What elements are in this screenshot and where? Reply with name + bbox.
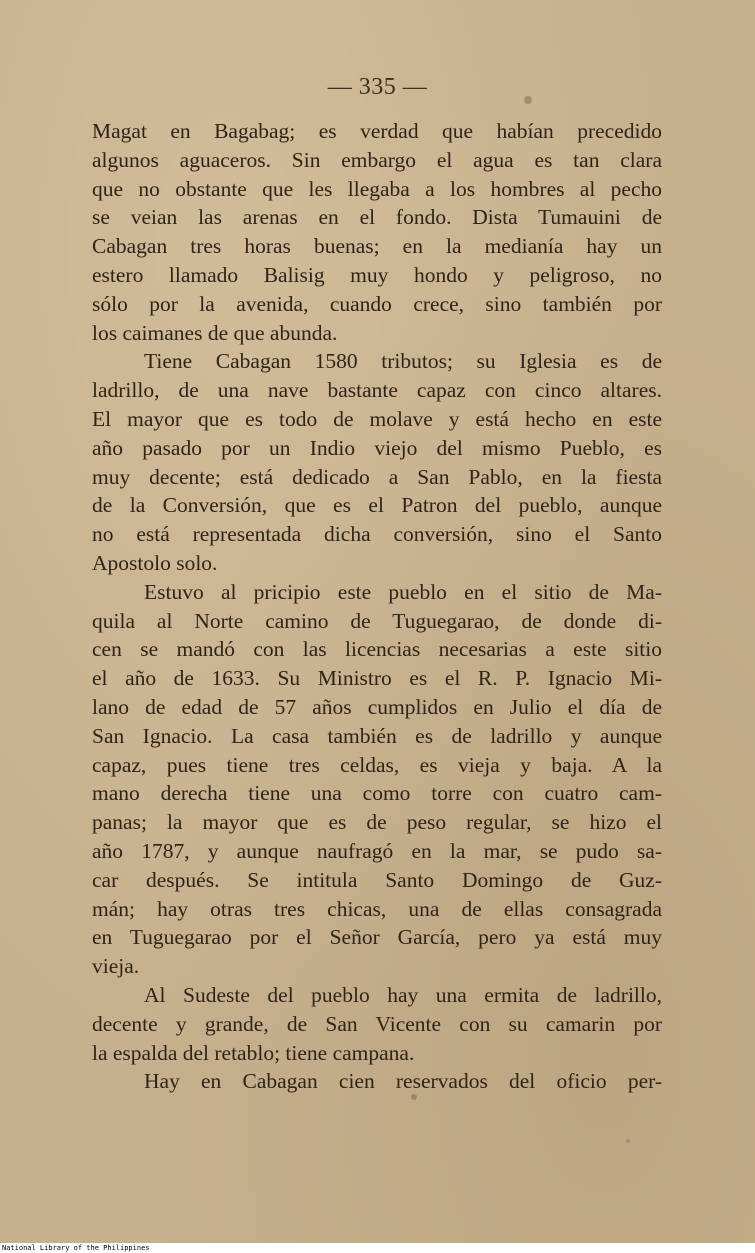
paper-stain — [626, 1139, 630, 1143]
text-line: El mayor que es todo de molave y está hecho en este — [92, 406, 662, 431]
text-line: los caimanes de que abunda. — [92, 320, 338, 345]
text-line: Tiene Cabagan 1580 tributos; su Iglesia es de — [144, 349, 662, 374]
text-line: muy decente; está dedicado a San Pablo, en la fiesta — [92, 464, 662, 489]
text-line: San Ignacio. La casa también es de ladrillo y aunque — [92, 723, 662, 748]
paper-stain — [651, 134, 655, 138]
text-line: de la Conversión, que es el Patron del pueblo, aunque — [92, 493, 662, 518]
text-line: el año de 1633. Su Ministro es el R. P. Ignacio Mi- — [92, 666, 662, 691]
text-line: mán; hay otras tres chicas, una de ellas consagrada — [92, 896, 662, 921]
text-line: estero llamado Balisig muy hondo y peligroso, no — [92, 262, 662, 287]
text-line: Cabagan tres horas buenas; en la medianía hay un — [92, 234, 662, 259]
text-line: año 1787, y aunque naufragó en la mar, se pudo sa- — [92, 838, 662, 863]
text-line: capaz, pues tiene tres celdas, es vieja y baja. A la — [92, 752, 662, 777]
text-line: la espalda del retablo; tiene campana. — [92, 1040, 415, 1065]
text-line: Al Sudeste del pueblo hay una ermita de ladrillo, — [144, 982, 662, 1007]
text-line: ladrillo, de una nave bastante capaz con cinco altares. — [92, 378, 662, 403]
paper-stain — [411, 1094, 417, 1100]
library-credit: National Library of the Philippines — [2, 1244, 150, 1252]
text-line: Hay en Cabagan cien reservados del oficio per- — [144, 1069, 662, 1094]
text-line: mano derecha tiene una como torre con cuatro cam- — [92, 781, 662, 806]
text-line: año pasado por un Indio viejo del mismo Pueblo, es — [92, 435, 662, 460]
text-line: en Tuguegarao por el Señor García, pero ya está muy — [92, 925, 662, 950]
text-line: quila al Norte camino de Tuguegarao, de donde di- — [92, 608, 662, 633]
text-line: Estuvo al pricipio este pueblo en el sitio de Ma- — [144, 579, 662, 604]
text-line: algunos aguaceros. Sin embargo el agua es tan clara — [92, 147, 662, 172]
page-number: — 335 — — [327, 74, 428, 100]
text-line: lano de edad de 57 años cumplidos en Julio el día de — [92, 694, 662, 719]
text-line: no está representada dicha conversión, sino el Santo — [92, 522, 662, 547]
text-line: se veian las arenas en el fondo. Dista Tumauini de — [92, 205, 662, 230]
paper-stain — [524, 96, 532, 104]
text-line: cen se mandó con las licencias necesarias a este sitio — [92, 637, 662, 662]
text-line: car después. Se intitula Santo Domingo de Guz- — [92, 867, 662, 892]
text-line: Magat en Bagabag; es verdad que habían precedido — [92, 119, 662, 143]
text-line: panas; la mayor que es de peso regular, se hizo el — [92, 810, 662, 835]
text-line: vieja. — [92, 954, 140, 979]
body-text — [92, 117, 662, 1096]
text-line: que no obstante que les llegaba a los hombres al pecho — [92, 176, 662, 201]
text-line: decente y grande, de San Vicente con su camarin por — [92, 1011, 662, 1036]
text-line: Apostolo solo. — [92, 550, 218, 575]
text-line: sólo por la avenida, cuando crece, sino también por — [92, 291, 662, 316]
